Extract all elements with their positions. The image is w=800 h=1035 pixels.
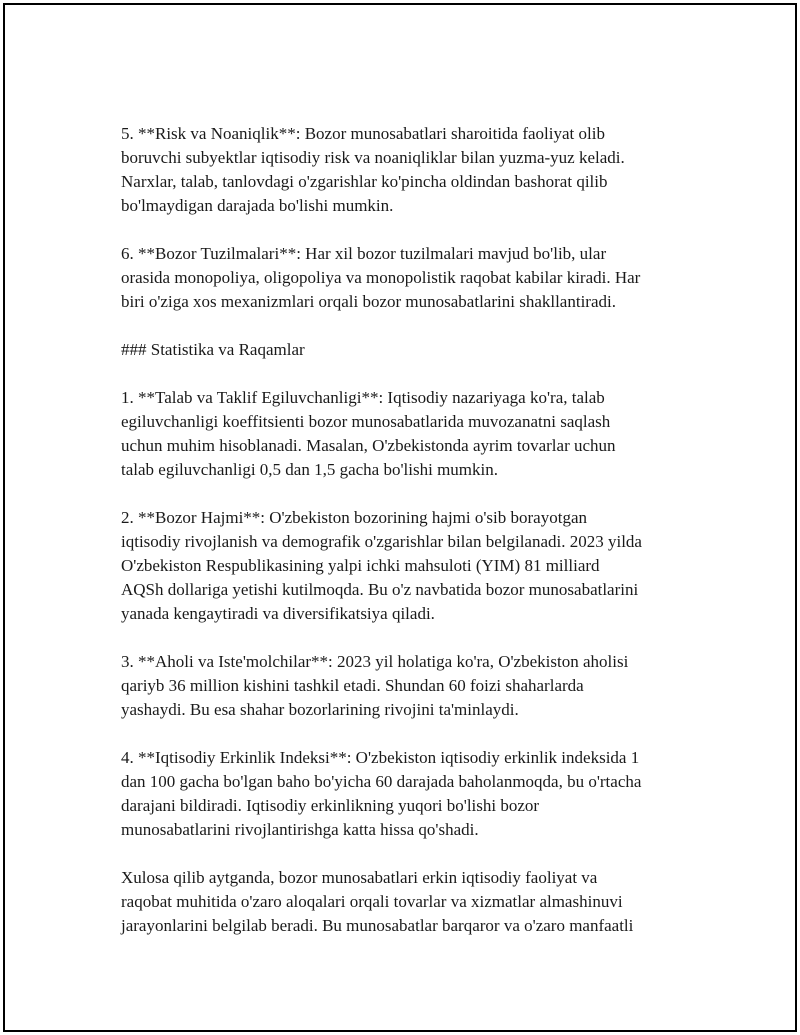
section-heading	[121, 338, 701, 362]
text-line: orasida monopoliya, oligopoliya va monopolistik raqobat kabilar kiradi. Har	[121, 268, 641, 287]
text-line: egiluvchanligi koeffitsienti bozor munosabatlarida muvozanatni saqlash	[121, 412, 611, 431]
text-line: jarayonlarini belgilab beradi. Bu munosabatlar barqaror va o'zaro manfaatli	[121, 916, 634, 935]
text-line: dan 100 gacha bo'lgan baho bo'yicha 60 darajada baholanmoqda, bu o'rtacha	[121, 772, 642, 791]
text-line: raqobat muhitida o'zaro aloqalari orqali tovarlar va xizmatlar almashinuvi	[121, 892, 623, 911]
text-line: darajani bildiradi. Iqtisodiy erkinlikning yuqori bo'lishi bozor	[121, 796, 540, 815]
paragraph-economic-freedom	[121, 746, 701, 842]
text-line: Xulosa qilib aytganda, bozor munosabatlari erkin iqtisodiy faoliyat va	[121, 868, 598, 887]
text-line: 6. **Bozor Tuzilmalari**: Har xil bozor tuzilmalari mavjud bo'lib, ular	[121, 244, 607, 263]
text-line: talab egiluvchanligi 0,5 dan 1,5 gacha bo'lishi mumkin.	[121, 460, 498, 479]
text-line: qariyb 36 million kishini tashkil etadi. Shundan 60 foizi shaharlarda	[121, 676, 584, 695]
text-line: O'zbekiston Respublikasining yalpi ichki mahsuloti (YIM) 81 milliard	[121, 556, 600, 575]
text-line: boruvchi subyektlar iqtisodiy risk va noaniqliklar bilan yuzma-yuz keladi.	[121, 148, 625, 167]
paragraph-elasticity	[121, 386, 701, 482]
paragraph-risk	[121, 122, 701, 218]
paragraph-market-structures	[121, 242, 701, 314]
text-line: 5. **Risk va Noaniqlik**: Bozor munosabatlari sharoitida faoliyat olib	[121, 124, 605, 143]
text-line: 2. **Bozor Hajmi**: O'zbekiston bozorining hajmi o'sib borayotgan	[121, 508, 587, 527]
text-line: yanada kengaytiradi va diversifikatsiya qiladi.	[121, 604, 435, 623]
document-page	[3, 3, 797, 1032]
document-body	[121, 122, 701, 962]
text-line: biri o'ziga xos mexanizmlari orqali bozor munosabatlarini shakllantiradi.	[121, 292, 616, 311]
text-line: bo'lmaydigan darajada bo'lishi mumkin.	[121, 196, 394, 215]
text-line: yashaydi. Bu esa shahar bozorlarining rivojini ta'minlaydi.	[121, 700, 519, 719]
text-line: AQSh dollariga yetishi kutilmoqda. Bu o'z navbatida bozor munosabatlarini	[121, 580, 639, 599]
text-line: uchun muhim hisoblanadi. Masalan, O'zbekistonda ayrim tovarlar uchun	[121, 436, 616, 455]
text-line: iqtisodiy rivojlanish va demografik o'zgarishlar bilan belgilanadi. 2023 yilda	[121, 532, 642, 551]
paragraph-population	[121, 650, 701, 722]
text-line: Narxlar, talab, tanlovdagi o'zgarishlar ko'pincha oldindan bashorat qilib	[121, 172, 608, 191]
text-line: munosabatlarini rivojlantirishga katta hissa qo'shadi.	[121, 820, 479, 839]
paragraph-conclusion	[121, 866, 701, 938]
text-line: 1. **Talab va Taklif Egiluvchanligi**: Iqtisodiy nazariyaga ko'ra, talab	[121, 388, 605, 407]
heading-line: ### Statistika va Raqamlar	[121, 340, 305, 359]
paragraph-market-size	[121, 506, 701, 626]
text-line: 4. **Iqtisodiy Erkinlik Indeksi**: O'zbekiston iqtisodiy erkinlik indeksida 1	[121, 748, 640, 767]
text-line: 3. **Aholi va Iste'molchilar**: 2023 yil holatiga ko'ra, O'zbekiston aholisi	[121, 652, 629, 671]
